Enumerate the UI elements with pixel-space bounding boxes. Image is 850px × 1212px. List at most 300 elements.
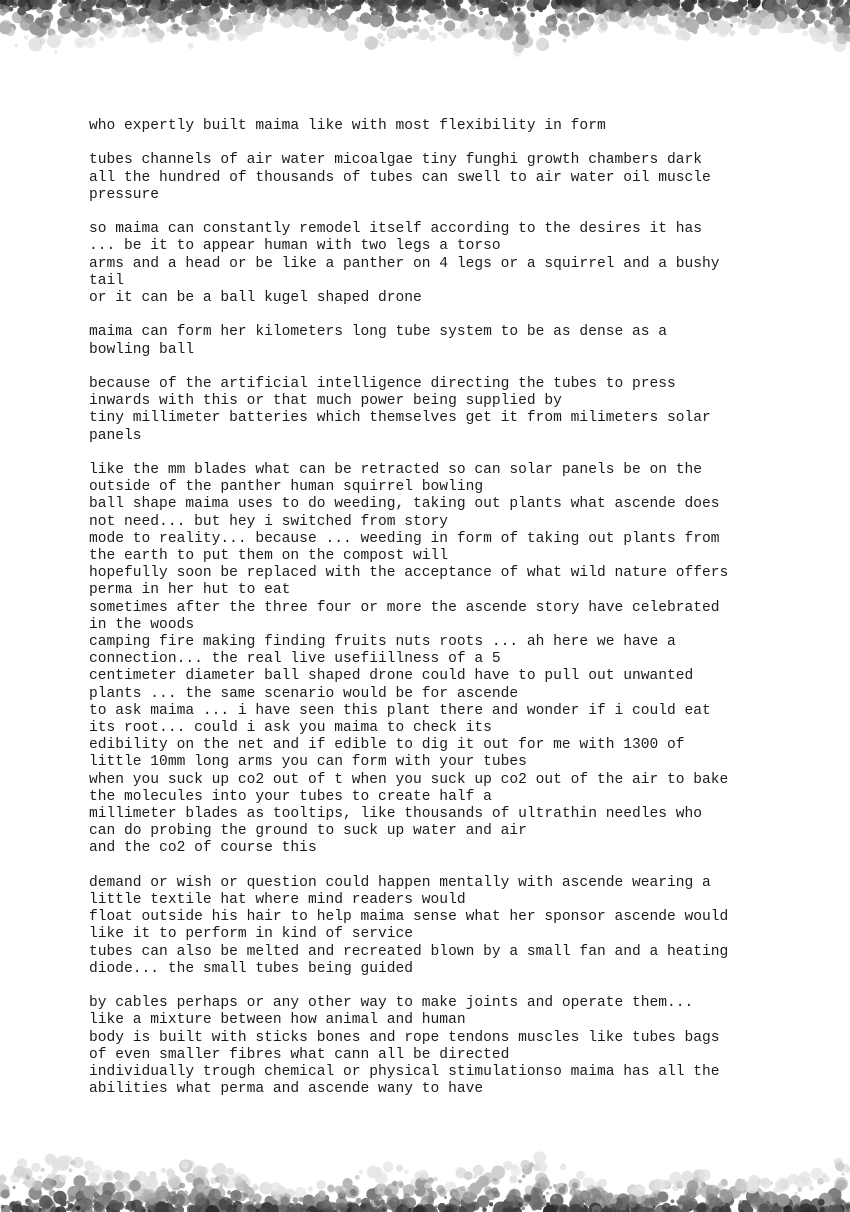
text-line: like a mixture between how animal and human xyxy=(89,1012,466,1029)
foliage-blob xyxy=(818,1199,825,1206)
foliage-blob xyxy=(138,8,147,17)
foliage-blob xyxy=(173,24,180,31)
text-line: sometimes after the three four or more the ascende story have celebrated xyxy=(89,599,720,616)
foliage-blob xyxy=(210,3,219,12)
foliage-blob xyxy=(485,1189,496,1200)
foliage-blob xyxy=(511,1166,521,1176)
foliage-blob xyxy=(549,1186,552,1189)
foliage-blob xyxy=(745,18,752,25)
foliage-blob xyxy=(749,9,753,13)
foliage-blob xyxy=(218,1174,228,1184)
text-line: tubes channels of air water micoalgae tiny funghi growth chambers dark xyxy=(89,152,703,169)
foliage-blob xyxy=(469,5,476,12)
foliage-blob xyxy=(658,1192,666,1200)
foliage-blob xyxy=(289,1205,292,1208)
foliage-blob xyxy=(76,1206,81,1211)
foliage-blob xyxy=(479,11,483,15)
foliage-blob xyxy=(192,15,201,24)
foliage-blob xyxy=(478,1175,490,1187)
text-line: by cables perhaps or any other way to make joints and operate them... xyxy=(89,995,694,1012)
foliage-blob xyxy=(426,14,437,25)
foliage-blob xyxy=(350,1189,354,1193)
text-line: when you suck up co2 out of t when you suck up co2 out of the air to bake xyxy=(89,771,729,788)
foliage-blob xyxy=(115,21,122,28)
foliage-blob xyxy=(226,1168,234,1176)
foliage-blob xyxy=(777,1194,790,1207)
foliage-blob xyxy=(168,1171,173,1176)
foliage-blob xyxy=(273,16,281,24)
foliage-blob xyxy=(90,1165,102,1177)
foliage-blob xyxy=(68,1203,74,1209)
foliage-blob xyxy=(200,1167,209,1176)
foliage-blob xyxy=(359,1170,364,1175)
foliage-blob xyxy=(655,1179,667,1191)
foliage-blob xyxy=(699,1169,711,1181)
foliage-blob xyxy=(442,33,448,39)
foliage-blob xyxy=(156,1186,169,1199)
foliage-blob xyxy=(54,50,57,53)
foliage-blob xyxy=(629,20,634,25)
foliage-blob xyxy=(396,0,402,6)
foliage-blob xyxy=(355,1175,360,1180)
paragraph xyxy=(89,462,809,858)
text-line: maima can form her kilometers long tube system to be as dense as a xyxy=(89,324,668,341)
foliage-blob xyxy=(246,5,255,14)
foliage-blob xyxy=(609,10,622,23)
foliage-blob xyxy=(308,3,312,7)
foliage-blob xyxy=(721,1190,729,1198)
foliage-blob xyxy=(398,1183,404,1189)
foliage-blob xyxy=(224,5,229,10)
foliage-blob xyxy=(356,1198,362,1204)
foliage-blob xyxy=(438,31,442,35)
paragraph xyxy=(89,221,809,307)
foliage-blob xyxy=(102,15,110,23)
foliage-blob xyxy=(129,1180,141,1192)
foliage-blob xyxy=(446,9,456,19)
foliage-blob xyxy=(145,30,152,37)
foliage-blob xyxy=(39,1196,52,1209)
foliage-blob xyxy=(660,26,669,35)
foliage-blob xyxy=(41,1168,45,1172)
foliage-blob xyxy=(336,1197,347,1208)
foliage-blob xyxy=(522,1175,526,1179)
foliage-blob xyxy=(438,21,443,26)
foliage-blob xyxy=(103,25,117,39)
foliage-blob xyxy=(209,20,214,25)
foliage-blob xyxy=(47,34,61,48)
foliage-blob xyxy=(802,30,808,36)
foliage-blob xyxy=(465,25,469,29)
foliage-blob xyxy=(477,4,484,11)
foliage-blob xyxy=(468,27,474,33)
foliage-blob xyxy=(383,38,386,41)
foliage-blob xyxy=(255,1202,262,1209)
foliage-blob xyxy=(388,28,398,38)
foliage-blob xyxy=(412,25,420,33)
foliage-blob xyxy=(156,30,164,38)
foliage-blob xyxy=(407,28,412,33)
foliage-blob xyxy=(570,18,575,23)
foliage-blob xyxy=(794,1192,798,1196)
foliage-blob xyxy=(392,1181,397,1186)
foliage-blob xyxy=(376,1194,381,1199)
foliage-blob xyxy=(369,1,374,6)
foliage-blob xyxy=(341,4,353,16)
foliage-blob xyxy=(79,1197,92,1210)
foliage-blob xyxy=(60,6,74,20)
foliage-blob xyxy=(739,1200,743,1204)
foliage-blob xyxy=(382,1208,385,1211)
foliage-blob xyxy=(669,10,673,14)
foliage-blob xyxy=(369,15,382,28)
foliage-blob xyxy=(585,1197,593,1205)
foliage-blob xyxy=(293,1202,300,1209)
foliage-blob xyxy=(116,1202,124,1210)
foliage-blob xyxy=(70,1160,75,1165)
text-line: outside of the panther human squirrel bowling xyxy=(89,479,484,496)
foliage-blob xyxy=(198,22,210,34)
foliage-blob xyxy=(569,1188,576,1195)
foliage-blob xyxy=(152,11,164,23)
foliage-blob xyxy=(370,7,374,11)
foliage-blob xyxy=(809,1185,814,1190)
foliage-blob xyxy=(488,1,498,11)
foliage-blob xyxy=(52,1158,64,1170)
foliage-blob xyxy=(75,3,79,7)
text-line: mode to reality... because ... weeding in form of taking out plants from xyxy=(89,530,720,547)
text-line: of even smaller fibres what cann all be directed xyxy=(89,1046,510,1063)
text-line: millimeter blades as tooltips, like thousands of ultrathin needles who xyxy=(89,806,703,823)
foliage-blob xyxy=(281,1196,290,1205)
foliage-blob xyxy=(763,15,777,29)
foliage-blob xyxy=(485,22,488,25)
foliage-blob xyxy=(228,36,233,41)
foliage-blob xyxy=(227,24,233,30)
foliage-blob xyxy=(415,1172,422,1179)
foliage-blob xyxy=(316,1180,325,1189)
foliage-blob xyxy=(13,1186,16,1189)
foliage-blob xyxy=(613,3,621,11)
foliage-blob xyxy=(166,27,172,33)
foliage-blob xyxy=(803,1178,812,1187)
foliage-blob xyxy=(771,1193,778,1200)
foliage-blob xyxy=(255,5,260,10)
foliage-blob xyxy=(149,21,157,29)
foliage-blob xyxy=(84,1170,90,1176)
foliage-blob xyxy=(100,37,104,41)
foliage-blob xyxy=(631,2,645,16)
foliage-blob xyxy=(73,1175,85,1187)
foliage-blob xyxy=(553,1184,557,1188)
foliage-blob xyxy=(384,1188,392,1196)
foliage-blob xyxy=(402,5,409,12)
foliage-blob xyxy=(730,16,737,23)
foliage-blob xyxy=(383,1162,394,1173)
foliage-blob xyxy=(784,22,795,33)
foliage-blob xyxy=(518,1180,522,1184)
foliage-blob xyxy=(125,24,139,38)
foliage-blob xyxy=(687,1198,698,1209)
foliage-blob xyxy=(122,20,128,26)
foliage-blob xyxy=(68,1168,72,1172)
foliage-blob xyxy=(435,1205,438,1208)
foliage-blob xyxy=(388,38,392,42)
foliage-blob xyxy=(539,8,543,12)
foliage-blob xyxy=(40,38,46,44)
foliage-blob xyxy=(444,20,455,31)
foliage-blob xyxy=(610,1197,617,1204)
foliage-blob xyxy=(436,1185,445,1194)
foliage-blob xyxy=(9,7,14,12)
text-line: so maima can constantly remodel itself according to the desires it has xyxy=(89,221,703,238)
text-line: because of the artificial intelligence directing the tubes to press xyxy=(89,375,676,392)
foliage-blob xyxy=(775,1181,781,1187)
foliage-blob xyxy=(681,3,686,8)
foliage-blob xyxy=(196,1183,205,1192)
foliage-blob xyxy=(327,1185,335,1193)
foliage-blob xyxy=(836,32,848,44)
foliage-blob xyxy=(15,44,18,47)
text-line: individually trough chemical or physical stimulationso maima has all the xyxy=(89,1064,720,1081)
foliage-blob xyxy=(114,1170,124,1180)
foliage-blob xyxy=(563,1184,567,1188)
foliage-blob xyxy=(797,1187,802,1192)
text-line: like it to perform in kind of service xyxy=(89,926,414,943)
foliage-blob xyxy=(634,17,644,27)
bottom-foliage-border xyxy=(0,1148,850,1212)
foliage-blob xyxy=(498,10,502,14)
text-line: the earth to put them on the compost will xyxy=(89,548,449,564)
foliage-blob xyxy=(446,1205,452,1211)
foliage-blob xyxy=(20,18,33,31)
foliage-blob xyxy=(553,1196,556,1199)
foliage-blob xyxy=(293,1197,299,1203)
foliage-blob xyxy=(213,1163,227,1177)
foliage-blob xyxy=(235,1176,243,1184)
foliage-blob xyxy=(181,1161,189,1169)
foliage-blob xyxy=(730,30,735,35)
foliage-blob xyxy=(175,1,188,14)
foliage-blob xyxy=(429,35,436,42)
text-line: tiny millimeter batteries which themselves get it from milimeters solar xyxy=(89,410,711,427)
foliage-blob xyxy=(825,31,836,42)
text-line: diode... the small tubes being guided xyxy=(89,960,414,977)
foliage-blob xyxy=(444,1196,447,1199)
foliage-blob xyxy=(587,27,590,30)
foliage-blob xyxy=(789,8,799,18)
foliage-blob xyxy=(210,1177,217,1184)
foliage-blob xyxy=(57,18,65,26)
foliage-blob xyxy=(172,1194,185,1207)
foliage-blob xyxy=(147,1189,157,1199)
foliage-blob xyxy=(458,12,465,19)
foliage-blob xyxy=(213,1188,225,1200)
foliage-blob xyxy=(594,19,599,24)
text-line: little textile hat where mind readers would xyxy=(89,892,466,909)
foliage-blob xyxy=(452,1192,457,1197)
text-line: body is built with sticks bones and rope tendons muscles like tubes bags xyxy=(89,1029,720,1046)
foliage-blob xyxy=(595,3,605,13)
paragraph xyxy=(89,875,809,978)
foliage-blob xyxy=(94,1202,100,1208)
foliage-blob xyxy=(598,1179,607,1188)
foliage-blob xyxy=(254,23,263,32)
text-line: like the mm blades what can be retracted so can solar panels be on the xyxy=(89,461,703,478)
foliage-blob xyxy=(835,1162,844,1171)
foliage-blob xyxy=(478,29,486,37)
foliage-blob xyxy=(70,20,81,31)
foliage-blob xyxy=(179,27,183,31)
foliage-blob xyxy=(536,38,549,51)
foliage-blob xyxy=(531,1188,543,1200)
foliage-blob xyxy=(136,1171,146,1181)
foliage-blob xyxy=(530,13,535,18)
document-body xyxy=(89,118,809,1098)
foliage-blob xyxy=(535,1172,548,1185)
foliage-blob xyxy=(68,1195,75,1202)
foliage-blob xyxy=(26,1175,30,1179)
foliage-blob xyxy=(820,14,825,19)
foliage-blob xyxy=(522,1207,525,1210)
foliage-blob xyxy=(219,1184,223,1188)
foliage-blob xyxy=(724,6,728,10)
foliage-blob xyxy=(822,1173,827,1178)
text-line: all the hundred of thousands of tubes can swell to air water oil muscle xyxy=(89,169,711,186)
foliage-blob xyxy=(96,3,101,8)
text-line: to ask maima ... i have seen this plant there and wonder if i could eat xyxy=(89,702,711,719)
foliage-blob xyxy=(717,1183,723,1189)
foliage-blob xyxy=(682,32,691,41)
text-line: can do probing the ground to suck up water and air xyxy=(89,823,527,840)
foliage-blob xyxy=(299,1197,304,1202)
text-line: tail xyxy=(89,272,125,289)
foliage-blob xyxy=(161,1168,166,1173)
text-line: ... be it to appear human with two legs a torso xyxy=(89,238,501,255)
text-line: or it can be a ball kugel shaped drone xyxy=(89,290,422,306)
foliage-blob xyxy=(380,42,385,47)
foliage-blob xyxy=(84,22,97,35)
paragraph xyxy=(89,995,809,1098)
foliage-blob xyxy=(429,1191,438,1200)
foliage-blob xyxy=(572,23,584,35)
foliage-blob xyxy=(772,1,777,6)
text-line: float outside his hair to help maima sense what her sponsor ascende would xyxy=(89,909,729,926)
text-line: camping fire making finding fruits nuts roots ... ah here we have a xyxy=(89,634,676,651)
foliage-blob xyxy=(460,1186,465,1191)
foliage-blob xyxy=(384,22,388,26)
foliage-blob xyxy=(301,1204,308,1211)
foliage-blob xyxy=(428,1177,434,1183)
text-line: connection... the real live usefiillness of a 5 xyxy=(89,651,501,668)
foliage-blob xyxy=(564,30,571,37)
foliage-blob xyxy=(396,1165,403,1172)
foliage-blob xyxy=(516,22,526,32)
foliage-blob xyxy=(404,1169,409,1174)
foliage-blob xyxy=(709,23,719,33)
text-line: not need... but hey i switched from story xyxy=(89,513,449,530)
foliage-blob xyxy=(418,19,421,22)
foliage-blob xyxy=(540,26,547,33)
foliage-blob xyxy=(836,24,845,33)
foliage-blob xyxy=(14,1166,25,1177)
foliage-blob xyxy=(344,29,357,42)
foliage-blob xyxy=(74,37,85,48)
foliage-blob xyxy=(521,1160,531,1170)
foliage-blob xyxy=(24,35,29,40)
foliage-blob xyxy=(347,1201,353,1207)
top-foliage-border xyxy=(0,0,850,62)
foliage-blob xyxy=(438,1203,447,1212)
foliage-blob xyxy=(509,1175,517,1183)
foliage-blob xyxy=(503,0,507,2)
foliage-blob xyxy=(842,1173,845,1176)
foliage-blob xyxy=(504,22,516,34)
text-line: edibility on the net and if edible to dig it out for me with 1300 of xyxy=(89,737,685,754)
foliage-blob xyxy=(340,1184,350,1194)
foliage-blob xyxy=(706,8,710,12)
text-line: abilities what perma and ascende wany to have xyxy=(89,1081,484,1098)
foliage-blob xyxy=(680,19,685,24)
text-line: inwards with this or that much power being supplied by xyxy=(89,393,562,410)
foliage-blob xyxy=(552,14,557,19)
heading-line xyxy=(89,118,809,135)
foliage-blob xyxy=(814,20,822,28)
text-line: pressure xyxy=(89,186,160,203)
foliage-blob xyxy=(377,33,384,40)
foliage-blob xyxy=(85,37,96,48)
foliage-blob xyxy=(433,1177,438,1182)
foliage-blob xyxy=(188,43,194,49)
foliage-blob xyxy=(184,1191,189,1196)
foliage-blob xyxy=(489,1202,493,1206)
paragraph xyxy=(89,324,809,358)
foliage-blob xyxy=(58,2,63,7)
foliage-blob xyxy=(599,22,607,30)
foliage-blob xyxy=(482,1207,487,1212)
text-line: arms and a head or be like a panther on 4 legs or a squirrel and a bushy xyxy=(89,255,720,272)
foliage-blob xyxy=(380,1200,385,1205)
foliage-blob xyxy=(560,1164,567,1171)
foliage-blob xyxy=(18,2,24,8)
text-line: and the co2 of course this xyxy=(89,840,317,857)
text-line: the molecules into your tubes to create half a xyxy=(89,788,492,805)
foliage-blob xyxy=(299,5,302,8)
foliage-blob xyxy=(269,1182,283,1196)
foliage-blob xyxy=(192,10,197,15)
foliage-blob xyxy=(407,11,417,21)
text-line: panels xyxy=(89,427,142,444)
foliage-blob xyxy=(287,5,292,10)
text-line: tubes can also be melted and recreated blown by a small fan and a heating xyxy=(89,943,729,960)
foliage-blob xyxy=(521,1199,528,1206)
foliage-blob xyxy=(831,16,836,21)
foliage-blob xyxy=(600,19,603,22)
foliage-blob xyxy=(491,1166,505,1180)
foliage-blob xyxy=(238,24,249,35)
foliage-blob xyxy=(706,1191,710,1195)
text-line: who expertly built maima like with most flexibility in form xyxy=(89,118,606,134)
foliage-blob xyxy=(462,1191,474,1203)
foliage-blob xyxy=(38,1176,42,1180)
foliage-blob xyxy=(791,20,795,24)
foliage-blob xyxy=(576,1171,585,1180)
foliage-blob xyxy=(229,16,239,26)
text-line: little 10mm long arms you can form with your tubes xyxy=(89,754,527,771)
foliage-blob xyxy=(415,36,419,40)
foliage-blob xyxy=(319,1191,324,1196)
paragraph xyxy=(89,152,809,204)
